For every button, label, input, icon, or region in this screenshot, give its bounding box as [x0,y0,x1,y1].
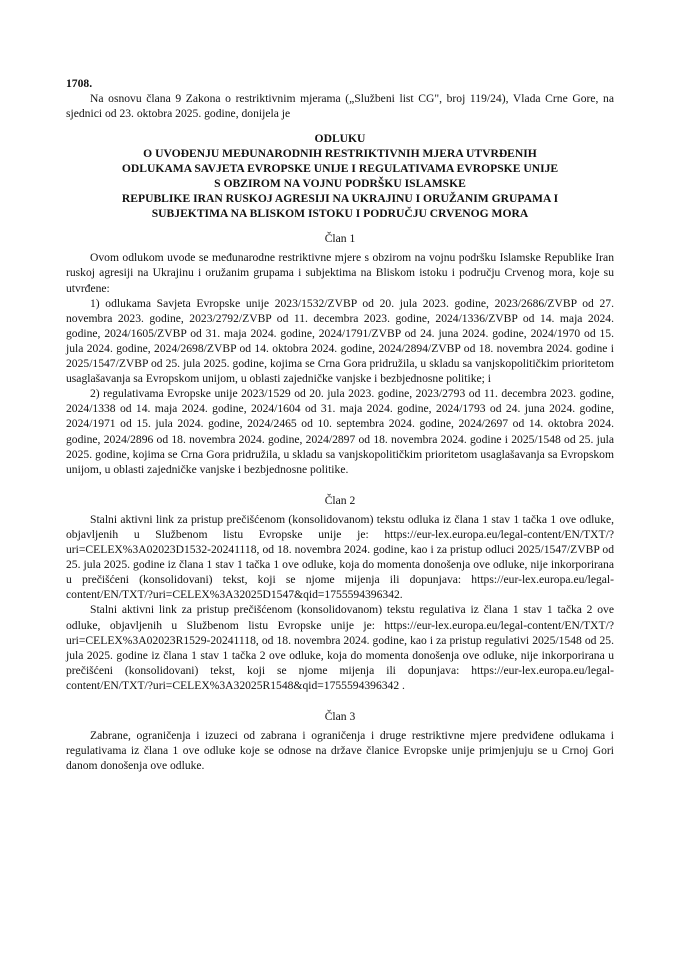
article-1-heading: Član 1 [324,232,356,246]
document-page [66,76,614,773]
title-line: O UVOĐENJU MEĐUNARODNIH RESTRIKTIVNIH MJERA UTVRĐENIH [143,147,537,161]
article-1-item-2: 2) regulativama Evropske unije 2023/1529 od 20. jula 2023. godine, 2023/2793 od 11. decembra 2023. godine, 2024/1338 od 14. maja 2024. godine, 2024/1604 od 31. maja 2024. godine, 2024/1793 od 24. juna 2024. godine, 2024/1971 od 15. jula 2024. godine, 2024/2465 od 10. septembra 2024. godine, 2024/2697 od 14. oktobra 2024. godine, 2024/2896 od 18. novembra 2024. godine, 2024/2897 od 18. novembra 2024. godine i 2025/1548 od 25. jula 2025. godine, kojima se Crna Gora pridružila, u skladu sa vanjskopolitičkim prioritetom usaglašavanja sa Evropskom unijom, u oblasti zajedničke vanjske i bezbjednosne politike. [66,387,614,476]
title-line: SUBJEKTIMA NA BLISKOM ISTOKU I PODRUČJU CRVENOG MORA [151,207,529,221]
title-line: REPUBLIKE IRAN RUSKOJ AGRESIJI NA UKRAJINU I ORUŽANIM GRUPAMA I [121,192,559,206]
article-2-heading: Član 2 [324,493,356,507]
decision-title [66,131,614,221]
article-1-item-1: 1) odlukama Savjeta Evropske unije 2023/1532/ZVBP od 20. jula 2023. godine, 2023/2686/ZVBP od 27. novembra 2023. godine, 2023/2792/ZVBP od 11. decembra 2023. godine, 2024/1336/ZVBP od 14. maja 2024. godine, 2024/1605/ZVBP od 31. maja 2024. godine, 2024/1791/ZVBP od 24. juna 2024. godine, 2024/1970 od 15. jula 2024. godine, 2024/2698/ZVBP od 14. oktobra 2024. godine, 2024/2894/ZVBP od 18. novembra 2024. godine i 2025/1547/ZVBP od 25. jula 2025. godine, kojima se Crna Gora pridružila, u skladu sa vanjskopolitičkim prioritetom usaglašavanja sa Evropskom unijom, u oblasti zajedničke vanjske i bezbjednosne politike; i [66,296,614,386]
article-2-paragraph-1: Stalni aktivni link za pristup prečišćenom (konsolidovanom) tekstu odluka iz člana 1 stav 1 tačka 1 ove odluke, objavljenih u Službenom listu Evropske unije je: https://eur-lex.europa.eu/legal-content/EN/TXT/?uri=CELEX%3A02023D1532-20241118, od 18. novembra 2024. godine, kao i za pristup odluci 2025/1547/ZVBP od 25. jula 2025. godine iz člana 1 stav 1 tačka 1 ove odluke, koja do momenta donošenja ove odluke, nije inkorporirana u prečišćeni (konsolidovani) tekst, koji se njome mijenja ili dopunjava: https://eur-lex.europa.eu/legal-content/EN/TXT/?uri=CELEX%3A32025D1547&qid=1755594396342. [66,512,614,602]
article-3-paragraph: Zabrane, ograničenja i izuzeci od zabrana i ograničenja i druge restriktivne mjere predviđene odlukama i regulativama iz člana 1 ove odluke koje se odnose na države članice Evropske unije primjenjuju se u Crnoj Gori danom donošenja ove odluke. [66,729,614,773]
intro-paragraph: Na osnovu člana 9 Zakona o restriktivnim mjerama („Službeni list CG", broj 119/24), Vlada Crne Gore, na sjednici od 23. oktobra 2025. godine, donijela je [66,92,614,121]
document-number: 1708. [66,77,93,90]
article-1-paragraph: Ovom odlukom uvode se međunarodne restriktivne mjere s obzirom na vojnu podršku Islamske Republike Iran ruskoj agresiji na Ukrajinu i oružanim grupama i subjektima na Bliskom istoku i području Crvenog mora, koje su utvrđene: [66,251,614,295]
article-2-paragraph-2: Stalni aktivni link za pristup prečišćenom (konsolidovanom) tekstu regulativa iz člana 1 stav 1 tačka 2 ove odluke, objavljenih u Službenom listu Evropske unije je: https://eur-lex.europa.eu/legal-content/EN/TXT/?uri=CELEX%3A02023R1529-20241118, od 18. novembra 2024. godine, kao i za pristup regulativi 2025/1548 od 25. jula 2025. godine iz člana 1 stav 1 tačka 2 ove odluke, koja do momenta donošenja ove odluke, nije inkorporirana u prečišćeni (konsolidovani) tekst, koji se njome mijenja ili dopunjava: https://eur-lex.europa.eu/legal-content/EN/TXT/?uri=CELEX%3A32025R1548&qid=1755594396342 . [66,603,614,692]
title-heading: ODLUKU [314,132,366,146]
title-line: S OBZIROM NA VOJNU PODRŠKU ISLAMSKE [214,177,466,191]
article-3-heading: Član 3 [324,710,356,723]
title-line: ODLUKAMA SAVJETA EVROPSKE UNIJE I REGULATIVAMA EVROPSKE UNIJE [121,162,559,176]
